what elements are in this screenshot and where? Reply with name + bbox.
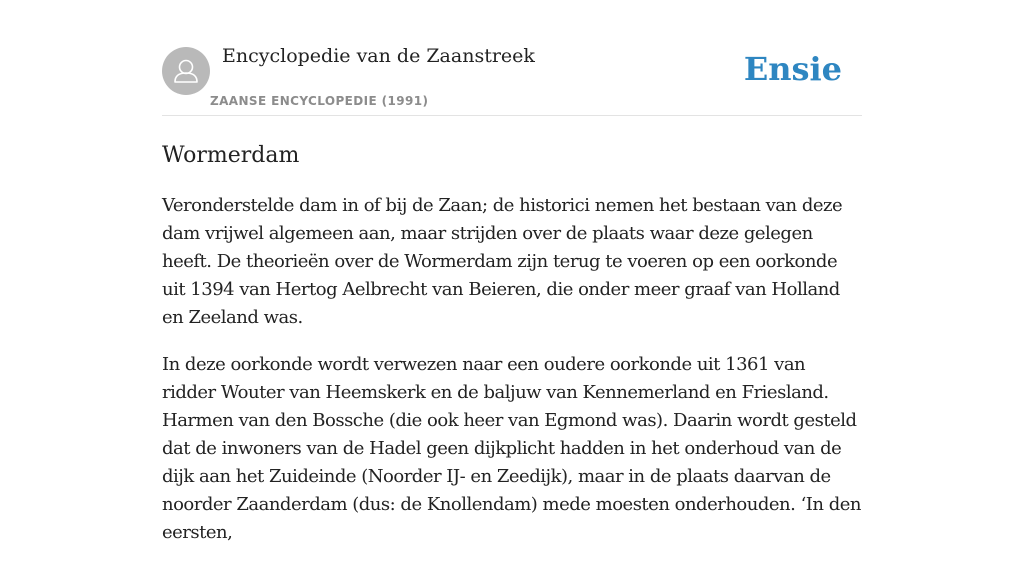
- article-paragraph: Veronderstelde dam in of bij de Zaan; de historici nemen het bestaan van deze dam vrijwel algemeen aan, maar strijden over de plaats waar deze gelegen heeft. De theorieën over de Wormerdam zijn terug te voeren op een oorkonde uit 1394 van Hertog Aelbrecht van Beieren, die onder meer graaf van Holland en Zeeland was.: [162, 195, 843, 328]
- brand-logo-link[interactable]: Ensie: [743, 50, 842, 88]
- content-column: [162, 0, 862, 566]
- source-header: [162, 0, 862, 116]
- source-subtitle: ZAANSE ENCYCLOPEDIE (1991): [210, 94, 429, 108]
- user-icon[interactable]: [162, 47, 210, 95]
- source-title-link[interactable]: Encyclopedie van de Zaanstreek: [222, 45, 535, 67]
- article-body: [162, 192, 862, 547]
- user-icon-glyph: [162, 47, 210, 95]
- article-title: Wormerdam: [162, 143, 300, 168]
- article-paragraph: In deze oorkonde wordt verwezen naar een oudere oorkonde uit 1361 van ridder Wouter van Heemskerk en de baljuw van Kennemerland en Friesland. Harmen van den Bossche (die ook heer van Egmond was). Daarin wordt gesteld dat de inwoners van de Hadel geen dijkplicht hadden in het onderhoud van de dijk aan het Zuideinde (Noorder IJ- en Zeedijk), maar in de plaats daarvan de noorder Zaanderdam (dus: de Knollendam) mede moesten onderhouden. ‘In den eersten,: [162, 354, 861, 543]
